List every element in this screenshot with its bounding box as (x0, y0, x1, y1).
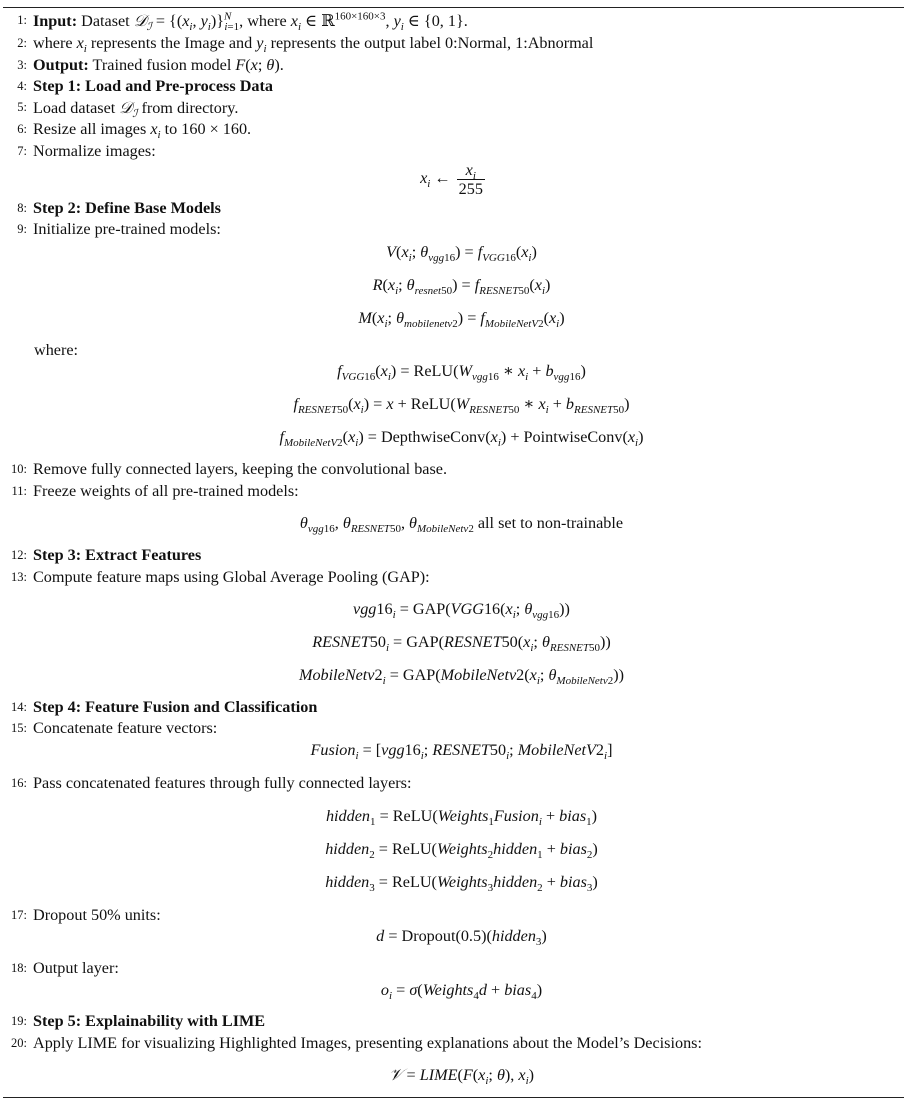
line-number: 1: (17, 13, 27, 27)
algorithm-line-3 (0, 55, 900, 76)
line-text (33, 1011, 265, 1032)
equation-normalize: $x_i$ ← $\frac{x_i}{255}$ (420, 160, 483, 198)
line-number: 6: (17, 122, 27, 136)
line-text: Output layer: (33, 959, 119, 977)
equation-gap-vgg16: $vgg16_i = GAP(VGG16(x_i$; $\theta_{vgg16}$)) (353, 600, 570, 622)
line-text (33, 545, 201, 566)
line-number: 3: (17, 58, 27, 72)
algorithm-line-19 (0, 1011, 900, 1032)
algorithm-line-7 (0, 141, 900, 162)
top-rule (3, 7, 904, 8)
input-label: Input: (33, 12, 78, 30)
algorithm-line-8 (0, 198, 900, 219)
step-heading: Step 5: Explainability with LIME (33, 1012, 266, 1030)
algorithm-line-16 (0, 773, 900, 794)
line-number: 4: (17, 79, 27, 93)
line-text: Freeze weights of all pre-trained models: (33, 482, 299, 500)
line-text: Pass concatenated features through fully connected layers: (33, 774, 412, 792)
line-number: 2: (17, 36, 27, 50)
step-heading: Step 2: Define Base Models (33, 199, 221, 217)
algorithm-line-13 (0, 567, 900, 588)
line-text: Resize all images $x_i$ to 160 × 160. (33, 120, 252, 142)
equation-mobilenetv2: $M(x_i$; $\theta_{mobilenetv2}) = f_{MobileNetV2}(x_i)$ (358, 309, 565, 331)
algorithm-line-15 (0, 718, 900, 739)
algorithm-line-20 (0, 1033, 900, 1054)
line-number: 17: (11, 908, 27, 922)
equation-hidden-1: hidden$_1$ = ReLU(Weights$_1$Fusion$_i$ + bias$_1$) (325, 807, 598, 829)
equation-gap-resnet50: $RESNET50_i$ = $GAP(RESNET50(x_i$; $\theta_{RESNET50}$)) (312, 633, 611, 655)
algorithm-line-where (0, 340, 900, 361)
line-text (33, 198, 221, 219)
step-heading: Step 3: Extract Features (33, 546, 202, 564)
line-number: 7: (17, 144, 27, 158)
step-heading: Step 1: Load and Pre-process Data (33, 77, 273, 95)
equation-hidden-2: hidden$_2$ = ReLU(Weights$_2$hidden$_1$ + bias$_2$) (325, 840, 598, 862)
equation-hidden-3: hidden$_3$ = ReLU(Weights$_3$hidden$_2$ + bias$_3$) (325, 873, 598, 895)
line-text: Concatenate feature vectors: (33, 719, 218, 737)
line-text: Remove fully connected layers, keeping the convolutional base. (33, 460, 447, 478)
algorithm-line-2 (0, 33, 900, 54)
equation-dropout: d = Dropout(0.5)(hidden$_3$) (376, 927, 547, 949)
algorithm-line-4 (0, 76, 900, 97)
algorithm-line-14 (0, 697, 900, 718)
line-text: Initialize pre-trained models: (33, 220, 221, 238)
line-number: 9: (17, 222, 27, 236)
equation-f-mobilenetv2: $f_{MobileNetV2}(x_i)$ = $DepthwiseConv(x_i)$ + $PointwiseConv(x_i)$ (279, 428, 644, 450)
algorithm-line-9 (0, 219, 900, 240)
line-text: where: (34, 341, 79, 359)
line-text (33, 697, 317, 718)
input-text: Dataset (81, 12, 130, 30)
line-text: Dropout 50% units: (33, 906, 161, 924)
equation-vgg16: $V(x_i$; $\theta_{vgg16}) = f_{VGG16}(x_i)$ (386, 243, 537, 265)
algorithm-line-10 (0, 459, 900, 480)
line-text (33, 76, 273, 97)
line-text: Normalize images: (33, 142, 156, 160)
line-number: 15: (11, 721, 27, 735)
line-number: 20: (11, 1036, 27, 1050)
line-number: 10: (11, 462, 27, 476)
algorithm-line-12 (0, 545, 900, 566)
equation-gap-mobilenetv2: $MobileNetv2_i$ = $GAP(MobileNetv2(x_i$; $\theta_{MobileNetv2}$)) (298, 666, 625, 688)
line-number: 8: (17, 201, 27, 215)
line-number: 14: (11, 700, 27, 714)
line-text: Output: Trained fusion model F(x; θ). (33, 56, 284, 74)
line-text: Compute feature maps using Global Average Pooling (GAP): (33, 568, 430, 586)
line-number: 12: (11, 548, 27, 562)
algorithm-line-18 (0, 958, 900, 979)
line-number: 11: (11, 484, 27, 498)
equation-output: $o_i$ = σ(Weights$_4$d + bias$_4$) (380, 981, 543, 1003)
equation-resnet50: $R(x_i$; $\theta_{resnet50}) = f_{RESNET50}(x_i)$ (372, 276, 551, 298)
algorithm-line-11 (0, 481, 900, 502)
output-label: Output: (33, 56, 89, 74)
line-text: where $x_i$ represents the Image and $y_i$ represents the output label 0:Normal, 1:Abnormal (33, 34, 594, 56)
line-number: 5: (17, 100, 27, 114)
bottom-rule (3, 1097, 904, 1098)
algorithm-line-1 (0, 10, 900, 34)
equation-f-vgg16: $f_{VGG16}(x_i)$ = $ReLU(W_{vgg16}$ ∗ $x_i + b_{vgg16}$) (337, 362, 586, 384)
algorithm-line-5 (0, 97, 900, 121)
algorithm-line-17 (0, 905, 900, 926)
equation-freeze: $\theta_{vgg16}$, $\theta_{RESNET50}$, $\theta_{MobileNetv2}$ all set to non-trainable (299, 514, 624, 536)
line-text: Load dataset 𝒟$_ℐ$ from directory. (33, 98, 239, 121)
line-number: 13: (11, 570, 27, 584)
line-number: 18: (11, 961, 27, 975)
equation-fusion: Fusion$_i$ = [$vgg16_i$; $RESNET50_i$; $MobileNetV2_i$] (310, 741, 613, 763)
equation-lime: 𝒱 = $LIME(F(x_i$; θ), $x_i$) (388, 1065, 535, 1088)
line-number: 16: (11, 776, 27, 790)
equation-f-resnet50: $f_{RESNET50}(x_i) = x$ + $ReLU(W_{RESNET50}$ ∗ $x_i + b_{RESNET50}$) (293, 395, 630, 417)
line-number: 19: (11, 1014, 27, 1028)
step-heading: Step 4: Feature Fusion and Classification (33, 698, 318, 716)
algorithm-line-6 (0, 119, 900, 140)
line-text: Apply LIME for visualizing Highlighted Images, presenting explanations about the Model’s Decisions: (33, 1034, 702, 1052)
line-text: Input: Dataset 𝒟$_ℐ$ = {($x_i$, $y_i)\}^N_{i=1}$, where $x_i$ ∈ ℝ$^{160\times 160\times 3}$, $y_i$ ∈ {0, 1}. (33, 10, 468, 34)
